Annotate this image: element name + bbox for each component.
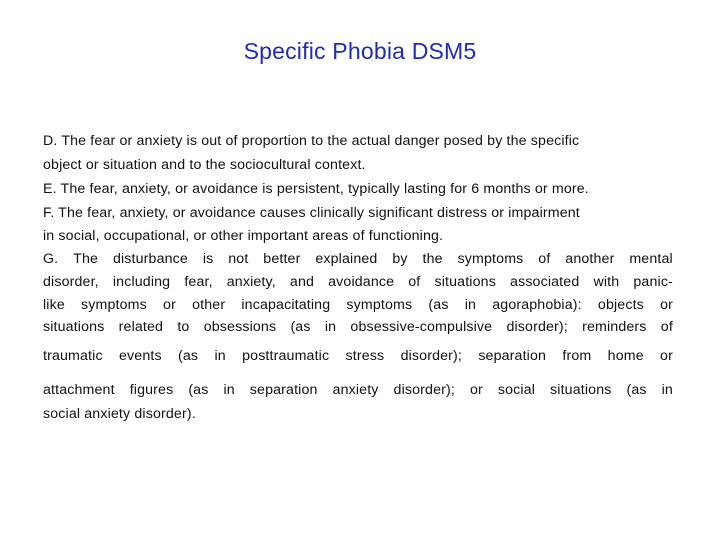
- criteria-line-g2: disorder, including fear, anxiety, and avoidance of situations associated with panic-: [43, 274, 673, 290]
- criteria-line-g4: situations related to obsessions (as in obsessive-compulsive disorder); reminders of: [43, 319, 673, 335]
- criteria-line-e1: E. The fear, anxiety, or avoidance is persistent, typically lasting for 6 months or more.: [43, 181, 589, 197]
- criteria-line-g1: G. The disturbance is not better explained by the symptoms of another mental: [43, 251, 673, 267]
- criteria-line-g3: like symptoms or other incapacitating symptoms (as in agoraphobia): objects or: [43, 297, 673, 313]
- criteria-line-f2: in social, occupational, or other important areas of functioning.: [43, 228, 444, 244]
- criteria-line-g6: attachment figures (as in separation anxiety disorder); or social situations (as in: [43, 382, 673, 398]
- criteria-line-d1: D. The fear or anxiety is out of proportion to the actual danger posed by the specific: [43, 133, 580, 149]
- criteria-line-g7: social anxiety disorder).: [43, 406, 196, 422]
- criteria-line-f1: F. The fear, anxiety, or avoidance causes clinically significant distress or impairment: [43, 205, 580, 221]
- criteria-line-g5: traumatic events (as in posttraumatic stress disorder); separation from home or: [43, 348, 673, 364]
- slide-title: Specific Phobia DSM5: [243, 38, 477, 64]
- criteria-line-d2: object or situation and to the sociocultural context.: [43, 157, 366, 173]
